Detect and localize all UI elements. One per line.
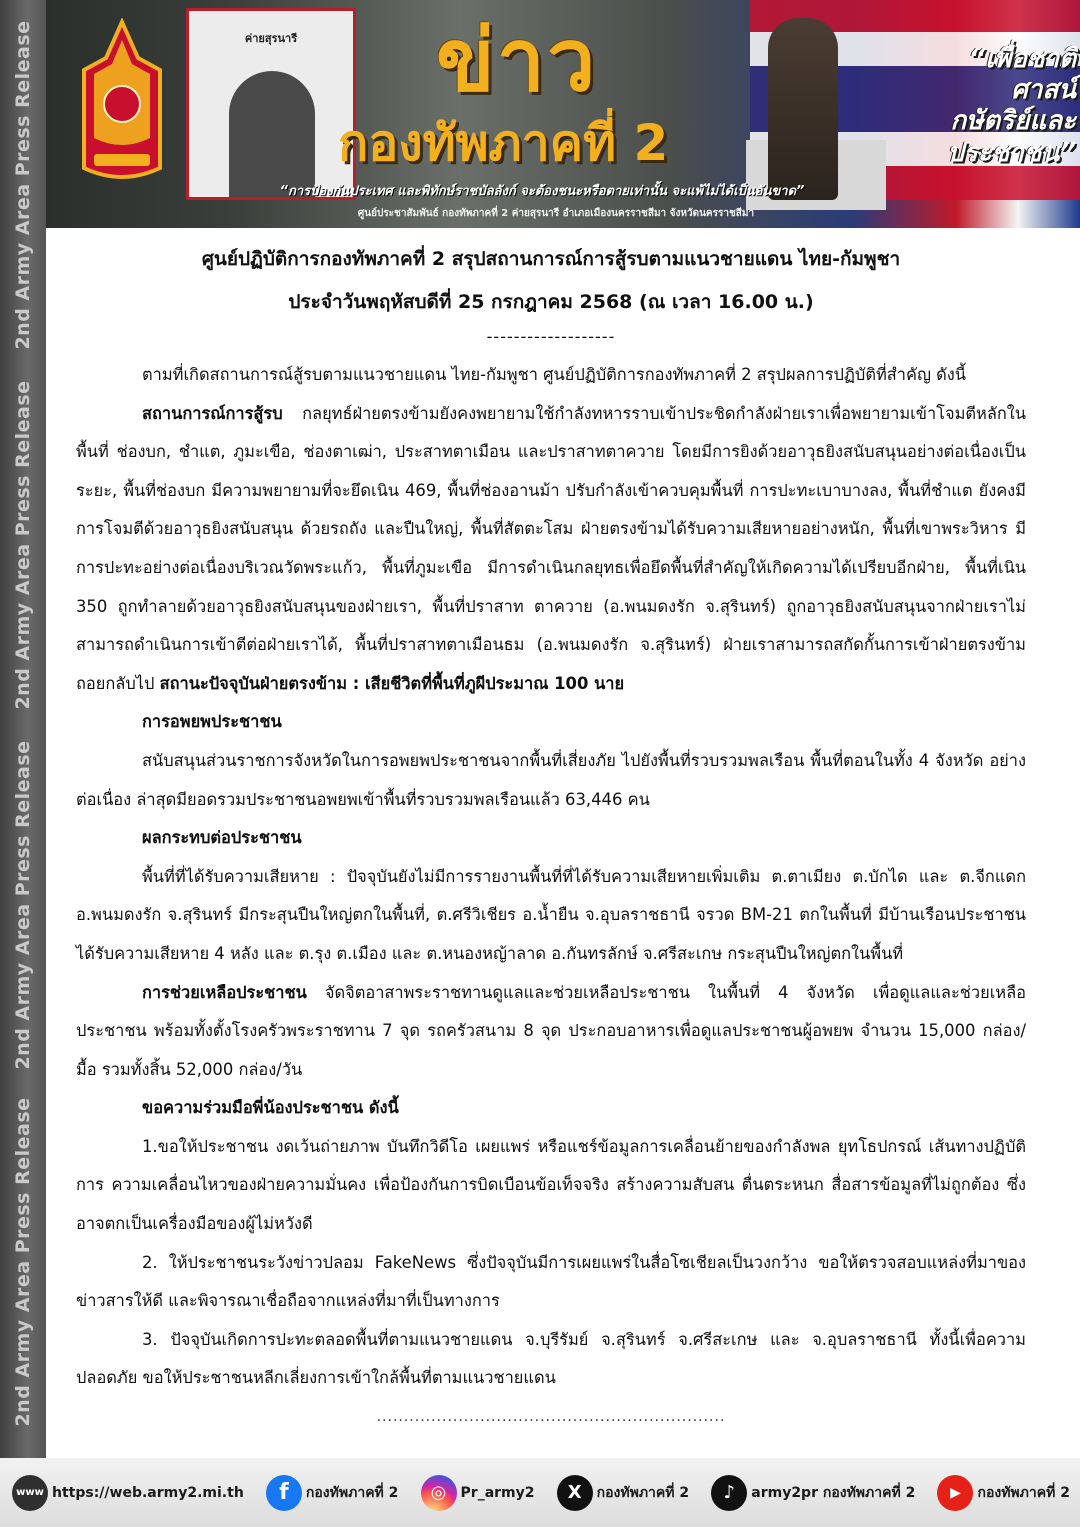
footer-instagram-link[interactable] — [421, 1475, 535, 1511]
tiktok-icon: ♪ — [711, 1475, 747, 1511]
cooperation-heading: ขอความร่วมมือพี่น้องประชาชน ดังนี้ — [142, 1098, 399, 1118]
combat-status: สถานะปัจจุบันฝ่ายตรงข้าม : เสียชีวิตที่พื้นที่ภูผีประมาณ 100 นาย — [159, 673, 625, 693]
youtube-label: กองทัพภาคที่ 2 — [977, 1484, 1070, 1501]
end-dots: ................................................................ — [376, 1409, 726, 1426]
combat-paragraph — [76, 395, 1026, 704]
evacuation-heading: การอพยพประชาชน — [142, 712, 282, 732]
gate-label: ค่ายสุรนารี — [244, 32, 298, 45]
banner-title-main: ข่าว — [436, 11, 598, 111]
footer-website-link[interactable] — [12, 1475, 244, 1511]
footer-youtube-link[interactable] — [937, 1475, 1069, 1511]
cooperation-item: 2. ให้ประชาชนระวังข่าวปลอม FakeNews ซึ่งปัจจุบันมีการเผยแพร่ในสื่อโซเชียลเป็นวงกว้าง ขอให้ตรวจสอบแหล่งที่มาของข่าวสารให้ดี และพิจารณาเชื่อถือจากแหล่งที่มาที่เป็นทางการ — [76, 1252, 1026, 1311]
evacuation-paragraph: สนับสนุนส่วนราชการจังหวัดในการอพยพประชาชนจากพื้นที่เสี่ยงภัย ไปยังพื้นที่รวบรวมพลเรือน พื้นที่ตอนในทั้ง 4 จังหวัด อย่างต่อเนื่อง ล่าสุดมียอดรวมประชาชนอพยพเข้าพื้นที่รวบรวมพลเรือนแล้ว 63,446 คน — [76, 750, 1026, 809]
x-label: กองทัพภาคที่ 2 — [596, 1484, 690, 1501]
statue-image — [768, 18, 838, 200]
banner-quote: “การป้องกันประเทศ และพิทักษ์ราชบัลลังก์ จะต้องชนะหรือตายเท่านั้น จะแพ้ไม่ได้เป็นอันขาด” — [279, 184, 805, 199]
press-release-body — [76, 238, 1026, 1432]
tiktok-label: army2pr กองทัพภาคที่ 2 — [751, 1484, 916, 1501]
footer-facebook-link[interactable] — [266, 1475, 398, 1511]
side-watermark-strip: 2nd Army Area Press Release 2nd Army Area Press Release 2nd Army Area Press Release 2nd Army Area Press Release — [0, 0, 46, 1527]
banner-motto: “เพื่อชาติ ศาสน์ กษัตริย์และประชาชน” — [947, 44, 1076, 168]
intro-paragraph: ตามที่เกิดสถานการณ์สู้รบตามแนวชายแดน ไทย-กัมพูชา ศูนย์ปฏิบัติการกองทัพภาคที่ 2 สรุปผลการปฏิบัติที่สำคัญ ดังนี้ — [142, 365, 966, 384]
website-url: https://web.army2.mi.th — [52, 1484, 244, 1501]
x-twitter-icon: X — [557, 1475, 593, 1511]
banner-title-sub: กองทัพภาคที่ 2 — [338, 114, 669, 172]
document-title-line1: ศูนย์ปฏิบัติการกองทัพภาคที่ 2 สรุปสถานการณ์การสู้รบตามแนวชายแดน ไทย-กัมพูชา — [201, 248, 901, 270]
camp-gate-image — [186, 8, 356, 200]
combat-heading: สถานการณ์การสู้รบ — [142, 403, 283, 423]
youtube-icon: ▶ — [937, 1475, 973, 1511]
title-divider: ------------------- — [486, 327, 616, 346]
aid-paragraph — [76, 974, 1026, 1090]
impact-paragraph: พื้นที่ที่ได้รับความเสียหาย : ปัจจุบันยังไม่มีการรายงานพื้นที่ที่ได้รับความเสียหายเพิ่มเติม ต.ตาเมียง ต.บักได และ ต.จีกแดก อ.พนมดงรัก จ.สุรินทร์ มีกระสุนปืนใหญ่ตกในพื้นที่, ต.ศรีวิเชียร อ.น้ำยืน จ.อุบลราชธานี จรวด BM-21 ตกในพื้นที่ มีบ้านเรือนประชาชนได้รับความเสียหาย 4 หลัง และ ต.รุง ต.เมือง และ ต.หนองหญ้าลาด อ.กันทรลักษ์ จ.ศรีสะเกษ กระสุนปืนใหญ่ตกในพื้นที่ — [76, 866, 1026, 963]
instagram-icon: ◎ — [421, 1475, 457, 1511]
header-banner — [46, 0, 1080, 228]
social-footer — [0, 1458, 1080, 1527]
document-title-line2: ประจำวันพฤหัสบดีที่ 25 กรกฎาคม 2568 (ณ เวลา 16.00 น.) — [288, 291, 814, 313]
combat-body: กลยุทธ์ฝ่ายตรงข้ามยังคงพยายามใช้กำลังทหารราบเข้าประชิดกำลังฝ่ายเราเพื่อพยายามเข้าโจมตีหลักในพื้นที่ ช่องบก, ชำแต, ภูมะเขือ, ช่องตาเฒ่า, ประสาทตาเมือน และปราสาทตาควาย โดยมีการยิงด้วยอาวุธยิงสนับสนุนอย่างต่อเนื่องเป็นระยะ, พื้นที่ช่องบก มีความพยายามที่จะยึดเนิน 469, พื้นที่ช่องอานม้า ปรับกำลังเข้าควบคุมพื้นที่ การปะทะเบาบางลง, พื้นที่ชำแต ยังคงมีการโจมตีด้วยอาวุธยิงสนับสนุน ด้วยรถถัง และปืนใหญ่, พื้นที่สัตตะโสม ฝ่ายตรงข้ามได้รับความเสียหายอย่างหนัก, พื้นที่เขาพระวิหาร มีการปะทะอย่างต่อเนื่องบริเวณวัดพระแก้ว, พื้นที่ภูมะเขือ มีการดำเนินกลยุทธเพื่อยึดพื้นที่สำคัญให้เกิดความได้เปรียบอีกฝ่าย, พื้นที่เนิน 350 ถูกทำลายด้วยอาวุธยิงสนับสนุนของฝ่ายเรา, พื้นที่ปราสาท ตาควาย (อ.พนมดงรัก จ.สุรินทร์) ถูกอาวุธยิงสนับสนุนจากฝ่ายเราไม่สามารถดำเนินการเข้าตีต่อฝ่ายเราได้, พื้นที่ปราสาทตาเมือนธม (อ.พนมดงรัก จ.สุรินทร์) ฝ่ายเราสามารถสกัดกั้นการเข้าฝ่ายตรงข้ามถอยกลับไป — [76, 403, 1026, 693]
globe-icon: www — [12, 1475, 48, 1511]
cooperation-item: 3. ปัจจุบันเกิดการปะทะตลอดพื้นที่ตามแนวชายแดน จ.บุรีรัมย์ จ.สุรินทร์ จ.ศรีสะเกษ และ จ.อุบลราชธานี ทั้งนี้เพื่อความปลอดภัย ขอให้ประชาชนหลีกเลี่ยงการเข้าใกล้พื้นที่ตามแนวชายแดน — [76, 1329, 1026, 1388]
army-emblem-logo — [80, 18, 164, 188]
footer-x-link[interactable] — [557, 1475, 689, 1511]
aid-body: จัดจิตอาสาพระราชทานดูแลและช่วยเหลือประชาชน ในพื้นที่ 4 จังหวัด เพื่อดูแลและช่วยเหลือประชาชน พร้อมทั้งตั้งโรงครัวพระราชทาน 7 จุด รถครัวสนาม 8 จุด ประกอบอาหารเพื่อดูแลประชาชนผู้อพยพ จำนวน 15,000 กล่อง/มื้อ รวมทั้งสิ้น 52,000 กล่อง/วัน — [76, 982, 1026, 1079]
instagram-label: Pr_army2 — [460, 1484, 535, 1501]
cooperation-item: 1.ขอให้ประชาชน งดเว้นถ่ายภาพ บันทึกวิดีโอ เผยแพร่ หรือแชร์ข้อมูลการเคลื่อนย้ายของกำลังพล ยุทโธปกรณ์ เส้นทางปฏิบัติการ ความเคลื่อนไหวของฝ่ายความมั่นคง เพื่อป้องกันการบิดเบือนข้อเท็จจริง สร้างความสับสน ตื่นตระหนก สื่อสารข้อมูลที่ไม่ถูกต้อง ซึ่งอาจตกเป็นเครื่องมือของผู้ไม่หวังดี — [76, 1136, 1026, 1234]
impact-heading: ผลกระทบต่อประชาชน — [142, 828, 302, 848]
aid-heading: การช่วยเหลือประชาชน — [142, 982, 307, 1002]
footer-tiktok-link[interactable] — [711, 1475, 915, 1511]
facebook-icon: f — [266, 1475, 302, 1511]
facebook-label: กองทัพภาคที่ 2 — [305, 1484, 399, 1501]
banner-address: ศูนย์ประชาสัมพันธ์ กองทัพภาคที่ 2 ค่ายสุรนารี อำเภอเมืองนครราชสีมา จังหวัดนครราชสีมา — [357, 208, 755, 219]
